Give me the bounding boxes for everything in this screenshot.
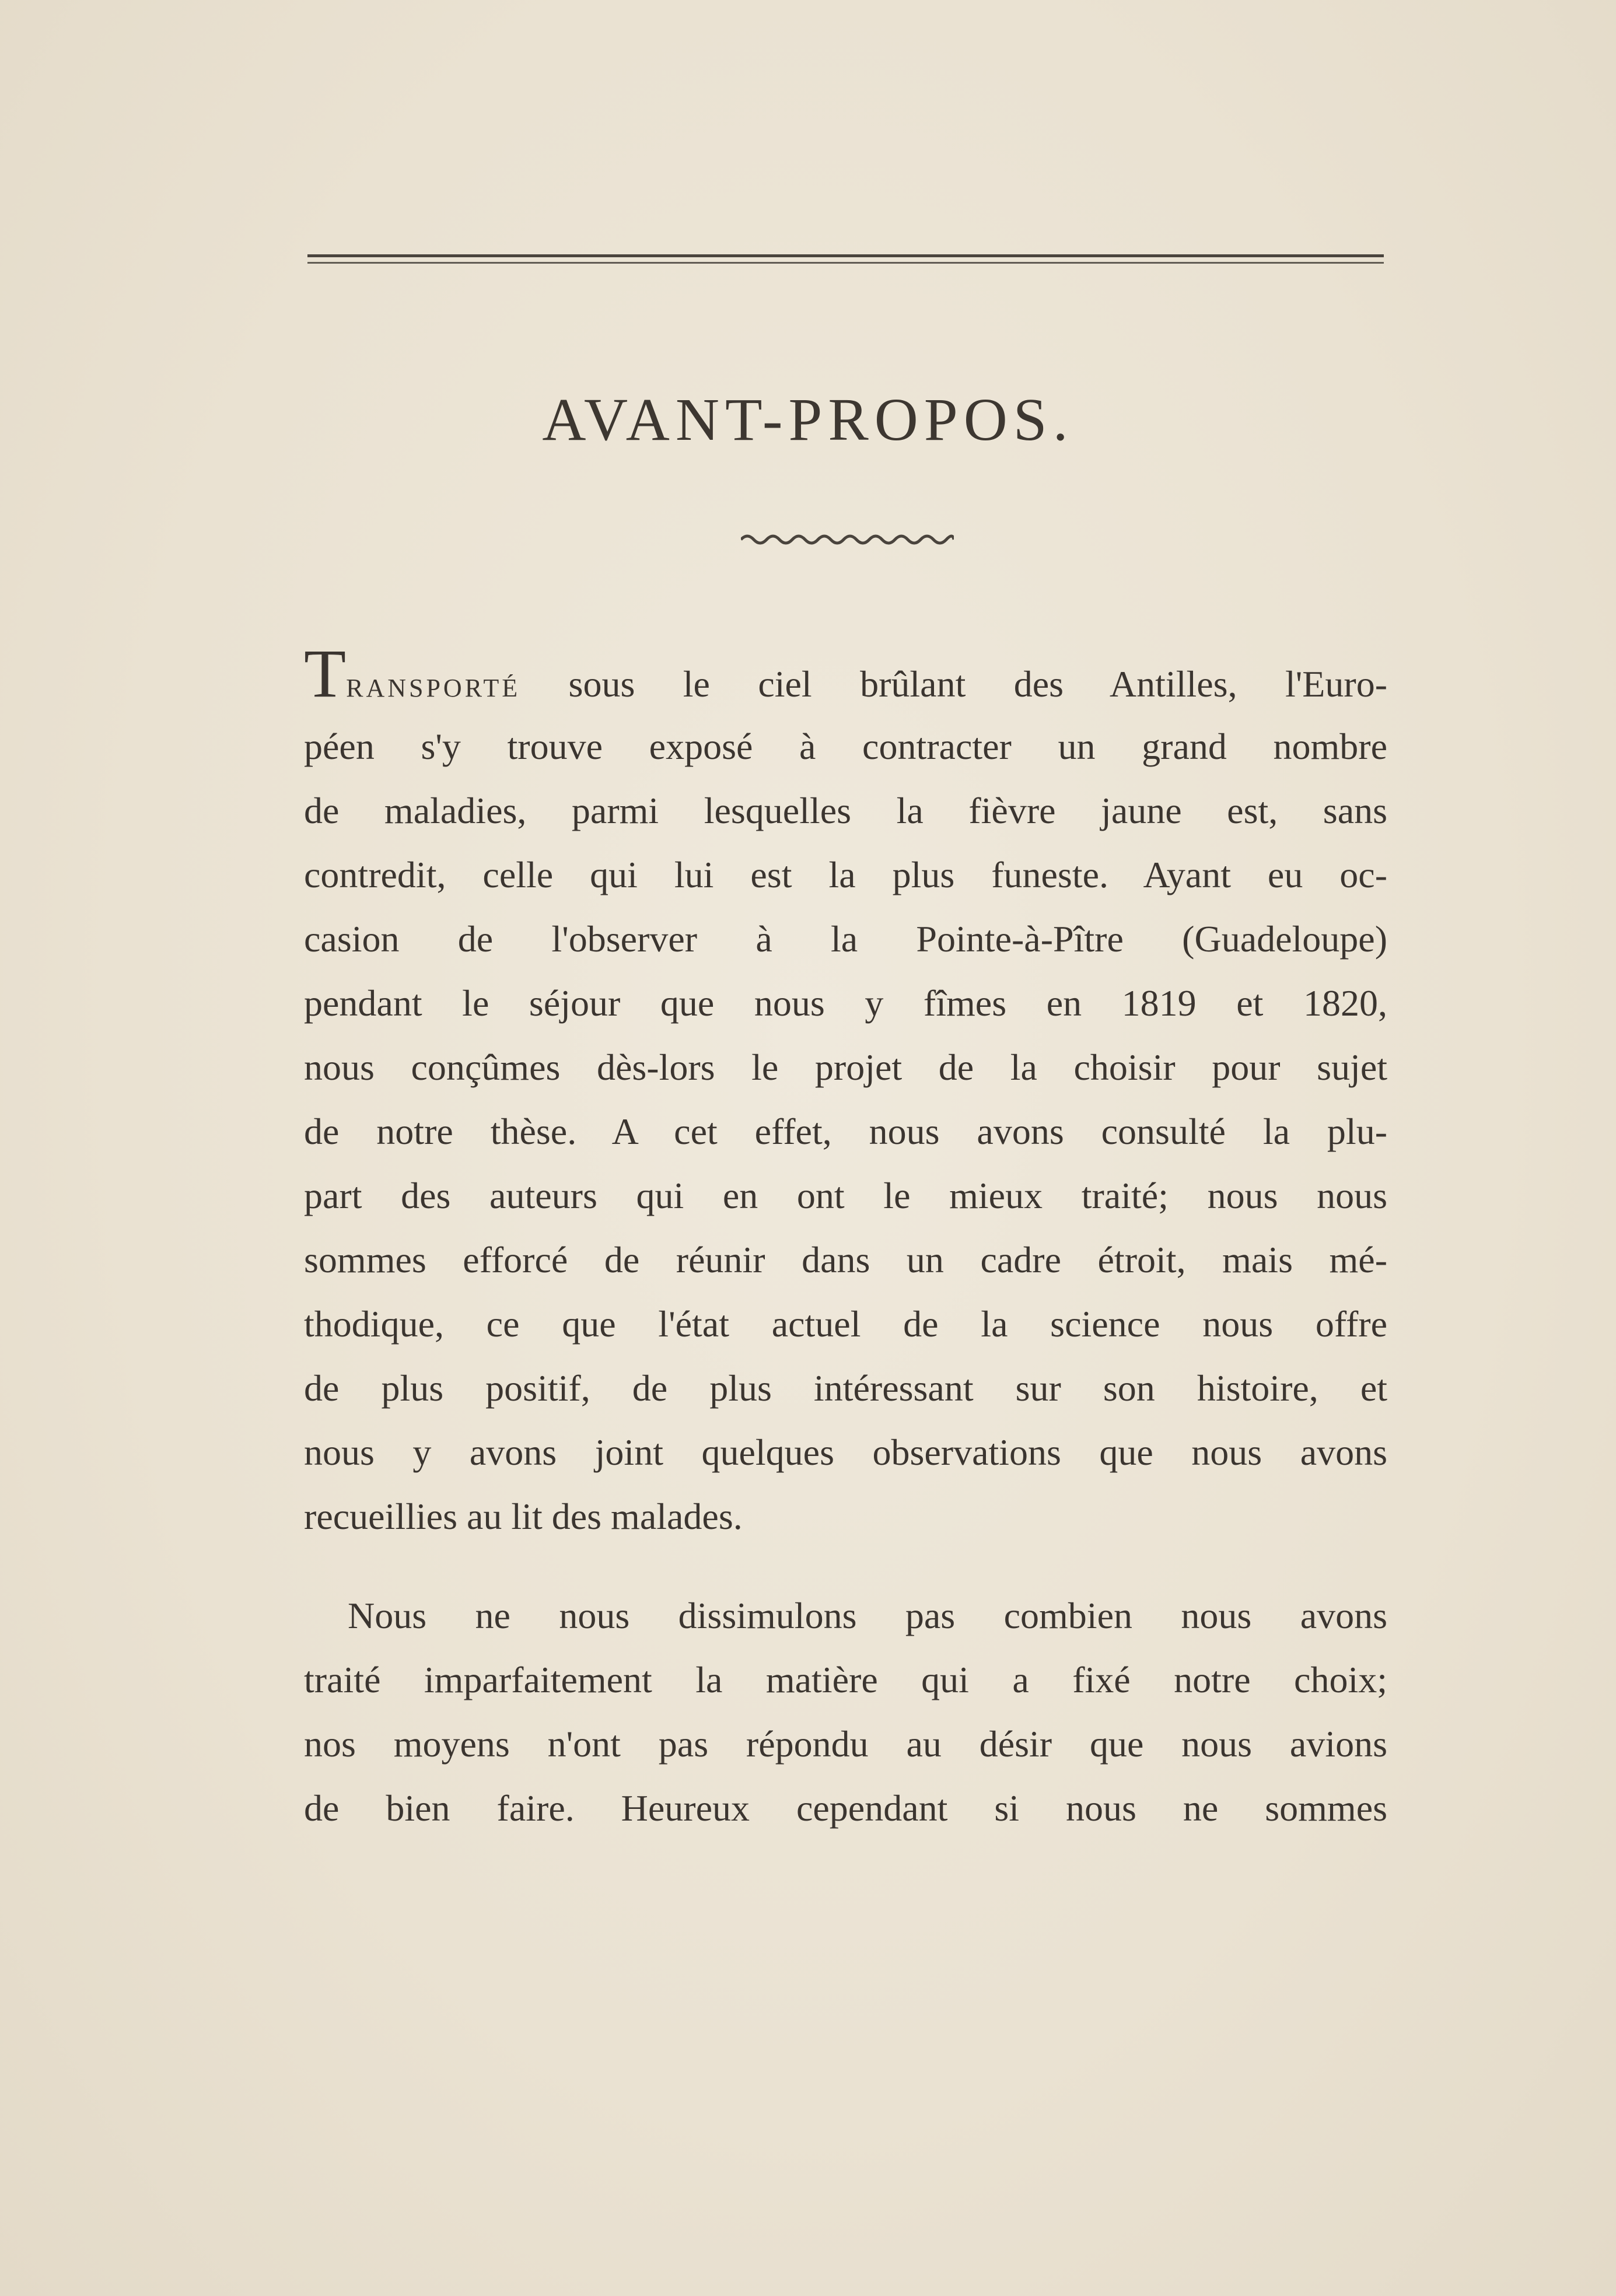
paragraph-2-line: de bien faire. Heureux cependant si nous ne sommes <box>304 1787 1387 1829</box>
header-double-rule <box>307 254 1384 267</box>
header-rule-thick <box>307 254 1384 257</box>
paragraph-1-line: casion de l'observer à la Pointe-à-Pître (Guadeloupe) <box>304 918 1387 960</box>
page-title: AVANT-PROPOS. <box>542 386 1074 453</box>
paragraph-1-line: nous conçûmes dès-lors le projet de la choisir pour sujet <box>304 1046 1387 1088</box>
paragraph-1-line: pendant le séjour que nous y fîmes en 1819 et 1820, <box>304 982 1387 1024</box>
paragraph-1-line: recueillies au lit des malades. <box>304 1496 743 1537</box>
paragraph-1-line: de plus positif, de plus intéressant sur son histoire, et <box>304 1367 1387 1409</box>
paragraph-2-line: traité imparfaitement la matière qui a fixé notre choix; <box>304 1659 1387 1700</box>
paragraph-1 <box>304 635 1387 1549</box>
paragraph-2-line: Nous ne nous dissimulons pas combien nous avons <box>348 1595 1387 1636</box>
wavy-ornament-divider <box>741 528 954 551</box>
paragraph-1-line <box>304 635 1387 715</box>
header-rule-thin <box>307 262 1384 264</box>
paragraph-1-line: part des auteurs qui en ont le mieux traité; nous nous <box>304 1175 1387 1216</box>
paragraph-1-line: péen s'y trouve exposé à contracter un grand nombre <box>304 726 1387 767</box>
paragraph-1-line: de notre thèse. A cet effet, nous avons consulté la plu- <box>304 1111 1387 1152</box>
paragraph-1-line: nous y avons joint quelques observations que nous avons <box>304 1432 1387 1473</box>
paragraph-2-line: nos moyens n'ont pas répondu au désir que nous avions <box>304 1723 1387 1765</box>
paragraph-1-line-text: sous le ciel brûlant des Antilles, l'Euro- <box>520 663 1387 705</box>
first-word-small-caps: RANSPORTÉ <box>346 674 521 702</box>
paragraph-1-line: de maladies, parmi lesquelles la fièvre jaune est, sans <box>304 790 1387 831</box>
paragraph-1-line: sommes efforcé de réunir dans un cadre étroit, mais mé- <box>304 1239 1387 1280</box>
paragraph-1-line: contredit, celle qui lui est la plus funeste. Ayant eu oc- <box>304 854 1387 895</box>
drop-cap: T <box>304 635 347 712</box>
paragraph-2 <box>304 1584 1387 1840</box>
paragraph-1-line: thodique, ce que l'état actuel de la science nous offre <box>304 1303 1387 1345</box>
